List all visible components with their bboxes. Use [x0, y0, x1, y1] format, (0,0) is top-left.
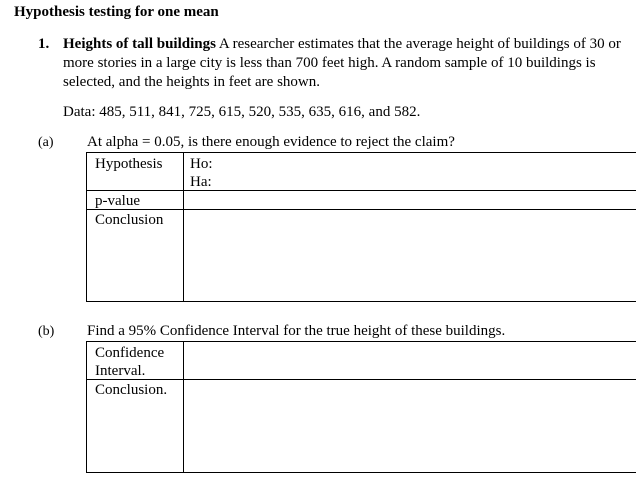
- ha-label: Ha:: [190, 174, 212, 190]
- part-b-answer-table: [86, 341, 636, 473]
- confidence-interval-row: [87, 342, 636, 380]
- pvalue-label: p-value: [95, 193, 140, 209]
- ho-label: Ho:: [190, 156, 213, 172]
- conclusion-row-a: [87, 209, 636, 302]
- conclusion-label-a: Conclusion: [95, 212, 164, 228]
- conclusion-row-b: [87, 379, 636, 473]
- problem-heading: Heights of tall buildings: [63, 36, 216, 52]
- interval-label: Interval.: [95, 363, 146, 379]
- part-b-label: (b): [38, 324, 55, 339]
- problem-statement: [38, 35, 628, 92]
- part-a-question: At alpha = 0.05, is there enough evidence to reject the claim?: [87, 134, 455, 150]
- problem-body: [63, 35, 628, 92]
- conclusion-label-b: Conclusion.: [95, 382, 168, 398]
- problem-number: 1.: [38, 36, 50, 52]
- part-b-question: Find a 95% Confidence Interval for the true height of these buildings.: [87, 323, 506, 339]
- part-a-label: (a): [38, 135, 54, 150]
- confidence-label: Confidence: [95, 345, 165, 361]
- part-a-answer-table: [86, 152, 636, 302]
- problem-text: A researcher estimates that the average height of buildings of 30 or more stories in a large city is less than 700 feet high. A random sample of 10 buildings is selected, and the heights in feet are shown.: [63, 36, 621, 90]
- pvalue-row: [87, 190, 636, 210]
- column-divider-b: [183, 342, 184, 473]
- data-line: Data: 485, 511, 841, 725, 615, 520, 535, 635, 616, and 582.: [63, 104, 421, 120]
- hypothesis-label: Hypothesis: [95, 156, 163, 172]
- hypothesis-row: [87, 153, 636, 191]
- column-divider-a: [183, 153, 184, 302]
- section-title: Hypothesis testing for one mean: [14, 4, 219, 20]
